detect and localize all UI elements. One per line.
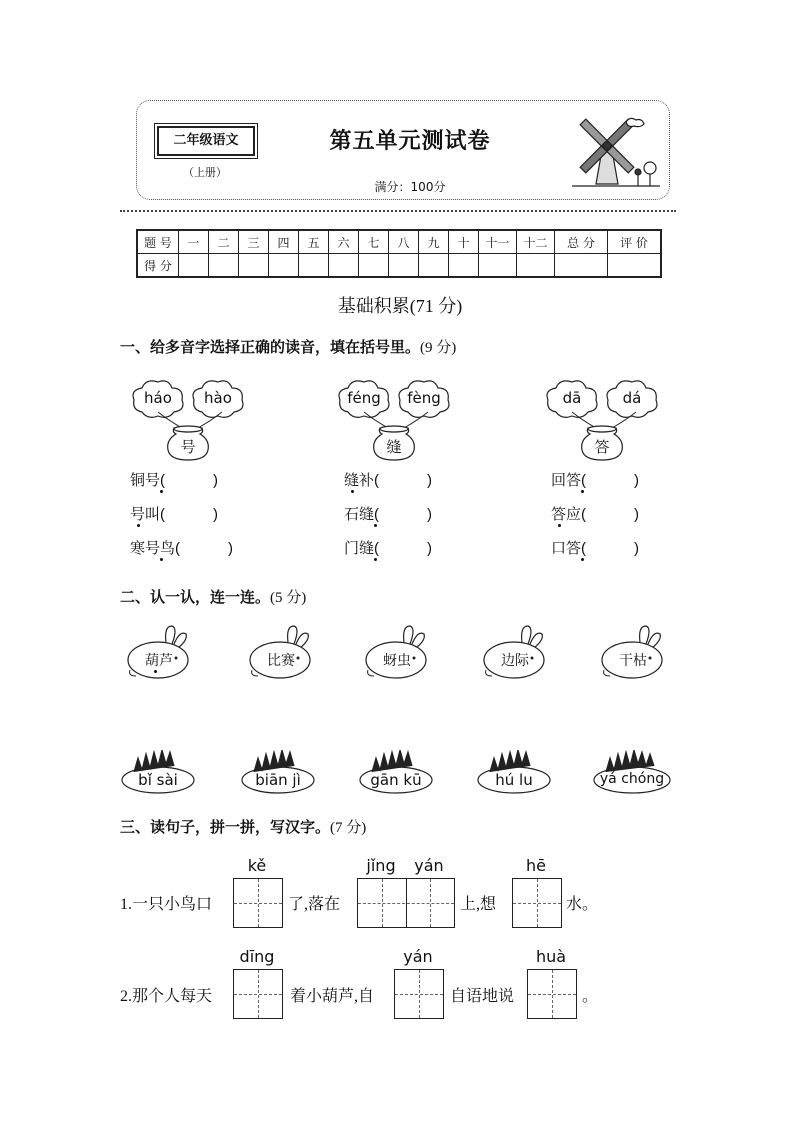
- polyphone-char: 号: [180, 438, 196, 456]
- section-title: 基础积累(71 分): [337, 296, 463, 316]
- polyphone-group-da: [544, 378, 664, 462]
- sentence-text: 上,想: [460, 896, 497, 913]
- pot: [580, 424, 624, 462]
- word-item: [130, 469, 218, 490]
- grass-pinyin: yá chóng: [599, 771, 665, 787]
- grass-card[interactable]: [592, 750, 672, 794]
- table-cell: 八: [389, 230, 419, 254]
- sentence-text: 2.那个人每天: [120, 988, 213, 1005]
- writing-box-double[interactable]: [357, 878, 455, 928]
- table-cell: 二: [209, 230, 239, 254]
- word-item: [551, 503, 639, 524]
- rabbit-word: 干枯: [619, 653, 647, 669]
- rabbit-card[interactable]: [126, 624, 192, 680]
- table-cell: 九: [419, 230, 449, 254]
- word-item: [130, 503, 218, 524]
- rabbit-word: 比赛: [267, 653, 295, 669]
- grade-subtitle: （上册）: [183, 166, 227, 179]
- header-divider: [120, 210, 676, 212]
- question-1-title: [120, 336, 456, 357]
- question-points: (7 分): [330, 820, 367, 836]
- word-text: 号叫(: [130, 506, 165, 523]
- grass-card[interactable]: [240, 750, 316, 794]
- pinyin-option: dā: [562, 389, 582, 407]
- pinyin-hint: dīng: [239, 947, 275, 966]
- table-cell: 评 价: [608, 230, 662, 254]
- score-cell[interactable]: [449, 254, 479, 278]
- grass-pinyin: biān jì: [255, 771, 301, 789]
- paren-close: ): [427, 506, 432, 523]
- pinyin-option: háo: [144, 389, 172, 407]
- emphasis-dot: [160, 558, 163, 561]
- score-cell[interactable]: [479, 254, 517, 278]
- table-cell: 十二: [517, 230, 555, 254]
- pinyin-option: fèng: [407, 389, 441, 407]
- emphasis-dot: [351, 490, 354, 493]
- question-2-title: [120, 586, 306, 607]
- score-cell[interactable]: [209, 254, 239, 278]
- grass-pinyin: hú lu: [495, 771, 533, 789]
- emphasis-dot: [558, 524, 561, 527]
- table-cell: 五: [299, 230, 329, 254]
- rabbit-word: 葫芦: [145, 653, 173, 669]
- writing-box[interactable]: [233, 969, 283, 1019]
- paren-close: ): [427, 540, 432, 557]
- paren-close: ): [427, 472, 432, 489]
- paren-close: ): [634, 540, 639, 557]
- table-cell: 十一: [479, 230, 517, 254]
- score-cell[interactable]: [555, 254, 608, 278]
- emphasis-dot: [137, 524, 140, 527]
- score-cell[interactable]: [359, 254, 389, 278]
- pot: [372, 424, 416, 462]
- polyphone-char: 缝: [386, 438, 402, 456]
- paren-close: ): [213, 472, 218, 489]
- table-cell: 七: [359, 230, 389, 254]
- question-3-title: [120, 816, 366, 837]
- emphasis-dot: [581, 490, 584, 493]
- score-table: [136, 229, 662, 278]
- sentence-text: 水。: [566, 896, 599, 913]
- table-cell: 四: [269, 230, 299, 254]
- question-text: 一、给多音字选择正确的读音，填在括号里。: [120, 338, 421, 356]
- word-text: 铜号(: [130, 472, 165, 489]
- writing-box[interactable]: [527, 969, 577, 1019]
- table-cell: 一: [179, 230, 209, 254]
- sentence-text: 。: [582, 988, 599, 1005]
- grass-card[interactable]: [358, 750, 434, 794]
- score-cell[interactable]: [239, 254, 269, 278]
- rabbit-card[interactable]: [482, 624, 548, 680]
- word-item: [551, 537, 639, 558]
- word-text: 寒号鸟(: [130, 540, 180, 557]
- sentence-text: 1.一只小鸟口: [120, 896, 213, 913]
- score-cell[interactable]: [269, 254, 299, 278]
- sentence-text: 自语地说: [450, 988, 515, 1005]
- pinyin-hint: kě: [247, 856, 267, 875]
- table-row: [137, 254, 661, 278]
- paren-close: ): [634, 472, 639, 489]
- windmill-icon: [568, 112, 664, 196]
- pot: [166, 424, 210, 462]
- table-cell: 十: [449, 230, 479, 254]
- score-cell[interactable]: [517, 254, 555, 278]
- paren-close: ): [634, 506, 639, 523]
- grass-card[interactable]: [476, 750, 552, 794]
- table-row: [137, 230, 661, 254]
- polyphone-group-hao: [130, 378, 250, 462]
- score-cell[interactable]: [389, 254, 419, 278]
- writing-box[interactable]: [233, 878, 283, 928]
- word-text: 缝补(: [344, 472, 379, 489]
- word-item: [344, 503, 432, 524]
- polyphone-char: 答: [594, 438, 610, 456]
- word-text: 回答(: [551, 472, 586, 489]
- pinyin-hint: huà: [535, 947, 567, 966]
- word-item: [130, 537, 233, 558]
- pinyin-hint: yán: [414, 856, 444, 875]
- emphasis-dot: [160, 490, 163, 493]
- word-item: [551, 469, 639, 490]
- emphasis-dot: [154, 670, 157, 673]
- pinyin-hint: jǐng: [366, 856, 396, 875]
- table-cell: 题 号: [137, 230, 179, 254]
- word-text: 答应(: [551, 506, 586, 523]
- emphasis-dot: [581, 558, 584, 561]
- rabbit-card[interactable]: [364, 624, 430, 680]
- score-cell[interactable]: [299, 254, 329, 278]
- table-cell: 三: [239, 230, 269, 254]
- question-text: 三、读句子，拼一拼，写汉字。: [120, 818, 331, 836]
- full-score: 满分：100分: [374, 180, 446, 194]
- question-text: 二、认一认，连一连。: [120, 588, 271, 606]
- table-cell: 得 分: [137, 254, 179, 278]
- word-text: 口答(: [551, 540, 586, 557]
- score-cell[interactable]: [179, 254, 209, 278]
- word-text: 石缝(: [344, 506, 379, 523]
- polyphone-group-feng: [336, 378, 456, 462]
- score-cell[interactable]: [608, 254, 662, 278]
- grass-pinyin: gān kū: [370, 771, 422, 789]
- rabbit-word: 蚜虫: [383, 653, 411, 669]
- pinyin-hint: yán: [403, 947, 433, 966]
- rabbit-card[interactable]: [600, 624, 666, 680]
- pinyin-option: dá: [622, 389, 642, 407]
- paren-close: ): [228, 540, 233, 557]
- table-cell: 总 分: [555, 230, 608, 254]
- writing-box[interactable]: [512, 878, 562, 928]
- score-cell[interactable]: [419, 254, 449, 278]
- table-cell: 六: [329, 230, 359, 254]
- grass-card[interactable]: [120, 750, 196, 794]
- rabbit-card[interactable]: [248, 624, 314, 680]
- emphasis-dot: [374, 524, 377, 527]
- rabbit-word: 边际: [501, 653, 529, 669]
- word-text: 门缝(: [344, 540, 379, 557]
- pinyin-option: féng: [347, 389, 381, 407]
- score-cell[interactable]: [329, 254, 359, 278]
- question-points: (9 分): [420, 340, 457, 356]
- sentence-text: 着小葫芦,自: [290, 988, 375, 1005]
- pinyin-option: hào: [204, 389, 232, 407]
- pinyin-hint: hē: [526, 856, 546, 875]
- word-item: [344, 537, 432, 558]
- sentence-text: 了,落在: [288, 896, 341, 913]
- writing-box[interactable]: [394, 969, 444, 1019]
- paren-close: ): [213, 506, 218, 523]
- page-title: 第五单元测试卷: [329, 128, 491, 154]
- grass-pinyin: bǐ sài: [138, 771, 178, 789]
- question-points: (5 分): [270, 590, 307, 606]
- emphasis-dot: [374, 558, 377, 561]
- word-item: [344, 469, 432, 490]
- grade-badge: 二年级语文: [157, 126, 255, 156]
